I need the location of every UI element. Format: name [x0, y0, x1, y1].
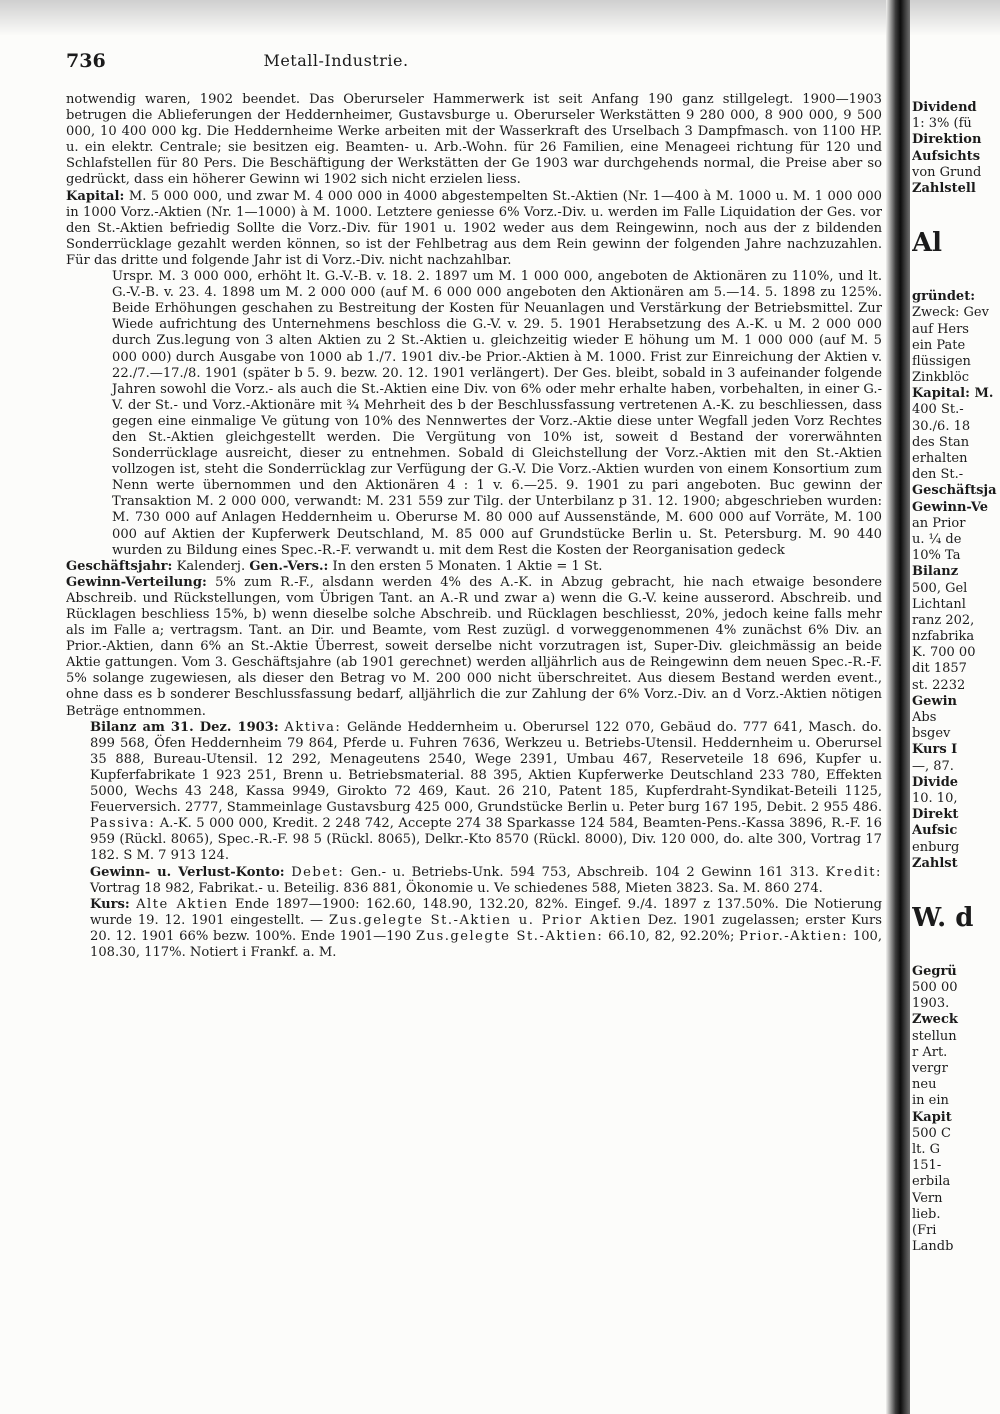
- kurs-prior-aktien-label: Prior.-Aktien:: [739, 928, 849, 944]
- facing-page-line: den St.-: [912, 467, 964, 483]
- facing-page-line: Vern: [912, 1190, 943, 1206]
- geschaeftsjahr-section: [66, 559, 882, 575]
- facing-page-line: Kapital: M.: [912, 386, 994, 402]
- facing-page-line: Zweck: [912, 1012, 958, 1028]
- facing-page-line: [912, 938, 1000, 964]
- running-title: Metall-Industrie.: [263, 51, 409, 70]
- kurs-prior-aktien-text: 100, 108.30, 117%. Notiert i Frankf. a. M.: [90, 928, 882, 960]
- facing-page-line: Kurs I: [912, 742, 958, 758]
- facing-page-line: Bilanz: [912, 564, 959, 580]
- facing-page-line: Landb: [912, 1239, 954, 1255]
- page-number: 736: [66, 50, 106, 72]
- bilanz-aktiva-label: Aktiva:: [284, 719, 342, 735]
- kurs-alte-aktien-text: Ende 1897—1900: 162.60, 148.90, 132.20, 82%. Eingef. 9./4. 1897 z 137.50%. Die Notierung wurde 19. 12. 1901 eingestellt. —: [90, 896, 882, 928]
- kurs-st-aktien-text: 66.10, 82, 92.20%;: [608, 928, 735, 944]
- guv-kredit-text: Vortrag 18 982, Fabrikat.- u. Beteilig. 836 881, Ökonomie u. Ve schiedenes 588, Mieten 3823. Sa. M. 860 274.: [90, 880, 823, 896]
- facing-page-line: erhalten: [912, 451, 968, 466]
- genvers-text: In den ersten 5 Monaten. 1 Aktie = 1 St.: [332, 558, 603, 574]
- kurs-zusgelegt-label: Zus.gelegte St.-Aktien u. Prior Aktien: [328, 912, 642, 928]
- facing-page-line: (Fri: [912, 1222, 937, 1238]
- kurs-zusgelegt-text: Dez. 1901 zugelassen; erster Kurs 20. 12. 1901 66% bezw. 100%. Ende 1901—190: [90, 912, 882, 944]
- facing-page-line: Zweck: Gev: [912, 305, 989, 321]
- facing-page-line: ranz 202,: [912, 612, 975, 628]
- facing-page-line: Gewinn-Ve: [912, 499, 989, 515]
- facing-page-line: gründet:: [912, 289, 976, 305]
- guv-debet-text: Gen.- u. Betriebs-Unk. 594 753, Abschreib. 104 2 Gewinn 161 313.: [350, 864, 819, 880]
- facing-page-line: [912, 197, 1000, 223]
- gewinn-verteilung-section: [66, 575, 882, 720]
- facing-page-line: [912, 872, 1000, 898]
- facing-page-line: [912, 263, 1000, 289]
- main-column: [66, 92, 882, 1392]
- bilanz-section: [66, 720, 882, 865]
- facing-page-line: —, 87.: [912, 758, 954, 774]
- facing-page-line: r Art.: [912, 1044, 948, 1060]
- facing-page-line: W. d: [912, 902, 974, 933]
- facing-page-line: Lichtanl: [912, 596, 966, 612]
- facing-page-line: des Stan: [912, 434, 970, 450]
- kapital-history: Urspr. M. 3 000 000, erhöht lt. G.-V.-B. v. 18. 2. 1897 um M. 1 000 000, angeboten de Aktionären zu 110%, und lt. G.-V.-B. v. 23. 4. 1898 um M. 2 000 000 (auf M. 6 000 000 angeboten den Aktionären am 5.—14. 5. 1898 zu 125%. Beide Erhöhungen geschahen zu Bestreitung der Kosten für Neuanlagen und Verstärkung der Betriebsmittel. Zur Wiede aufrichtung des Unternehmens beschloss die G.-V. v. 29. 5. 1901 Herabsetzung des A.-K. u M. 2 000 000 durch Zus.legung von 3 alten Aktien zu 2 St.-Aktien u. gleichzeitig wieder E höhung um M. 1 000 000 (auf M. 5 000 000) durch Ausgabe von 1000 ab 1./7. 1901 div.-be Prior.-Aktien à M. 1000. Frist zur Einreichung der Aktien v. 22./7.—17./8. 1901 (später b 5. 9. bezw. 20. 12. 1901 verlängert). Der Ges. bleibt, sobald in 3 aufeinander folgende Jahren sowohl die Vorz.- als auch die St.-Aktien eine Div. von 6% oder mehr erhalte haben, vorbehalten, in einer G.-V. der St.- und Vorz.-Aktionäre mit ¾ Mehrheit des b der Beschlussfassung vertretenen A.-K. zu beschliessen, dass gegen eine einmalige Ve gütung von 10% des Nennwertes der Vorz.-Aktie diese unter Wegfall jeden Vorz Rechtes den St.-Aktien gleichgestellt werden. Die Vergütung von 10% ist, soweit d Bestand der vorerwähnten Sonderrücklage ausreicht, dieser zu entnehmen. Sobald di Gleichstellung der Vorz.-Aktien mit den St.-Aktien vollzogen ist, steht die Sonderrücklag zur Verfügung der G.-V. Die Vorz.-Aktien wurden von einem Konsortium zum Nenn werte übernommen und den Aktionären 4 : 1 v. 6.—25. 9. 1901 zu pari angeboten. Buc gewinn der Transaktion M. 2 000 000, verwandt: M. 231 559 zur Tilg. der Unterbilanz p 31. 12. 1900; abgeschrieben wurden: M. 730 000 auf Anlagen Heddernheim u. Oberurse M. 80 000 auf Aussenstände, M. 600 000 auf Vorräte, M. 100 000 auf Aktien der Kupferwerk Deutschland, M. 85 000 auf Grundstücke Berlin u. St. Petersburg. M. 90 440 wurden zu Bildung eines Spec.-R.-F. verwandt u. mit dem Rest die Kosten der Reorganisation gedeck: [112, 269, 882, 558]
- genvers-heading: Gen.-Vers.:: [249, 558, 329, 574]
- geschaeftsjahr-heading: Geschäftsjahr:: [66, 558, 173, 574]
- facing-page-column: [912, 100, 1000, 1400]
- facing-page-line: auf Hers: [912, 321, 969, 337]
- facing-page-line: Zahlstell: [912, 180, 976, 196]
- facing-page-line: an Prior: [912, 515, 966, 531]
- intro-paragraph: notwendig waren, 1902 beendet. Das Oberurseler Hammerwerk ist seit Anfang 190 ganz stillgelegt. 1900—1903 betrugen die Ablieferungen der Heddernheimer, Gustavsburge u. Oberurseler Werkstätten 9 280 000, 8 900 000, 9 500 000, 10 400 000 kg. Die Heddernheime Werke arbeiten mit der Wasserkraft des Urselbach 3 Dampfmasch. von 1100 HP. u. ein elektr. Centrale; sie besitzen eig. Beamten- u. Arb.-Wohn. für 26 Familien, eine Menageei richtung für 120 und Schlafstellen für 80 Pers. Die Beschäftigung der Werkstätten der Ge 1903 war durchgehends normal, die Preise aber so gedrückt, dass ein höherer Gewinn wi 1902 sich nicht erzielen liess.: [66, 92, 882, 188]
- facing-page-line: 500, Gel: [912, 580, 968, 596]
- facing-page-line: 151-: [912, 1158, 942, 1174]
- bilanz-heading: Bilanz am 31. Dez. 1903:: [90, 719, 279, 735]
- facing-page-line: stellun: [912, 1028, 957, 1044]
- page-header: [66, 50, 882, 76]
- bilanz-passiva-label: Passiva:: [90, 816, 156, 832]
- facing-page-line: 500 00: [912, 980, 958, 996]
- facing-page-line: Dividend: [912, 100, 977, 115]
- facing-page-line: bsgev: [912, 726, 951, 742]
- facing-page-line: K. 700 00: [912, 645, 976, 661]
- facing-page-line: dit 1857: [912, 661, 967, 677]
- facing-page-line: Al: [912, 228, 943, 259]
- facing-page-line: neu: [912, 1077, 937, 1093]
- facing-page-line: Zinkblöc: [912, 370, 970, 386]
- bilanz-aktiva-text: Gelände Heddernheim u. Oberursel 122 070, Gebäud do. 777 641, Masch. do. 899 568, Öfen Heddernheim 79 864, Pferde u. Fuhren 7636, Werkzeu u. Betriebs-Utensil. Heddernheim u. Oberursel 35 888, Bureau-Utensil. 12 292, Menageutens 2540, Wege 2391, Umbau 467, Reserveteile 18 696, Kupfer u. Kupferfabrikate 1 923 251, Brenn u. Betriebsmaterial. 88 395, Aktien Kupferwerke Deutschland 233 780, Effekten 5000, Wechs 43 248, Kassa 9949, Girokto 72 469, Kaut. 26 210, Patent 185, Kupferdraht-Syndikat-Beteili 1125, Feuerversich. 2777, Stammeinlage Gustavsburg 425 000, Grundstücke Berlin u. Peter burg 167 195, Debit. 2 955 486.: [90, 719, 882, 816]
- facing-page-line: st. 2232: [912, 677, 966, 693]
- facing-page-line: u. ¼ de: [912, 531, 962, 547]
- facing-page-line: Aufsic: [912, 823, 958, 839]
- kapital-text: M. 5 000 000, und zwar M. 4 000 000 in 4000 abgestempelten St.-Aktien (Nr. 1—400 à M. 1000 u. M. 1 000 000 in 1000 Vorz.-Aktien (Nr. 1—1000) à M. 1000. Letztere geniesse 6% Vorz.-Div. u. werden im Falle Liquidation der Ges. vor den St.-Aktien befriedig Sollte die Vorz.-Div. für 1901 u. 1902 weder aus dem Reingewinn, noch aus der z bildenden Sonderrücklage gezahlt werden können, so ist der Fehlbetrag aus dem Rein gewinn der folgenden Jahre nachzuzahlen. Für das dritte und folgende Jahr ist di Vorz.-Div. nicht nachzahlbar.: [66, 188, 882, 268]
- kapital-heading: Kapital:: [66, 188, 125, 204]
- facing-page-line: 10. 10,: [912, 790, 958, 806]
- kapital-section: [66, 189, 882, 269]
- facing-page-line: 30./6. 18: [912, 418, 971, 434]
- kurs-st-aktien-label: Zus.gelegte St.-Aktien:: [415, 928, 604, 944]
- guv-section: [66, 865, 882, 897]
- kurs-heading: Kurs:: [90, 896, 130, 912]
- facing-page-line: Direktion: [912, 132, 982, 148]
- gewinn-verteilung-text: 5% zum R.-F., alsdann werden 4% des A.-K. in Abzug gebracht, hie nach etwaige besondere Abschreib. und Rückstellungen, vom Übrigen Tant. an A.-R und zwar a) wenn die G.-V. keine ausserord. Abschreib. und Rücklagen beschliess 15%, b) wenn dieselbe solche Abschreib. und Rücklagen beschliesst, 20%, jedoch keine falls mehr als im Falle a; vertragsm. Tant. an Dir. und Beamte, vom Rest zuzügl. d vorweggenommenen 4% zunächst 6% Div. an Prior.-Aktien, dann 6% an St.-Aktie Überrest, soweit derselbe nicht vorzutragen ist, Super-Div. gleichmässig an beide Aktie gattungen. Vom 3. Geschäftsjahre (ab 1901 gerechnet) werden alljährlich aus de Reingewinn dem neuen Spec.-R.-F. 5% solange zugewiesen, als dieser den Betrag vo M. 200 000 nicht überschreitet. Aus diesem Bestand werden event., ohne dass es b sonderer Beschlussfassung bedarf, alljährlich die zur Zahlung der 6% Vorz.-Div. an d Vorz.-Aktien nötigen Beträge entnommen.: [66, 574, 882, 719]
- facing-page-line: Geschäftsja: [912, 483, 997, 499]
- guv-heading: Gewinn- u. Verlust-Konto:: [90, 864, 285, 880]
- facing-page-line: ein Pate: [912, 337, 966, 353]
- facing-page-line: enburg: [912, 839, 960, 855]
- facing-page-line: 10% Ta: [912, 548, 961, 564]
- facing-page-line: flüssigen: [912, 353, 971, 369]
- facing-page-line: Zahlst: [912, 855, 958, 871]
- facing-page-line: Gegrü: [912, 963, 957, 979]
- guv-kredit-label: Kredit:: [825, 864, 882, 880]
- guv-debet-label: Debet:: [291, 864, 345, 880]
- facing-page-line: Direkt: [912, 807, 959, 823]
- facing-page-line: Gewin: [912, 693, 957, 709]
- facing-page-line: Kapit: [912, 1109, 952, 1125]
- facing-page-line: Divide: [912, 774, 959, 790]
- facing-page-line: lt. G: [912, 1141, 941, 1157]
- facing-page-line: in ein: [912, 1093, 949, 1109]
- book-gutter: [886, 0, 910, 1414]
- facing-page-line: erbila: [912, 1174, 951, 1190]
- bilanz-passiva-text: A.-K. 5 000 000, Kredit. 2 248 742, Accepte 274 38 Sparkasse 124 584, Beamten-Pens.-Kassa 3896, R.-F. 16 959 (Rückl. 8065), Spec.-R.-F. 98 5 (Rückl. 8065), Delkr.-Kto 8570 (Rückl. 8000), Div. 120 000, do. alte 300, Vortrag 17 182. S M. 7 913 124.: [90, 816, 882, 864]
- geschaeftsjahr-text: Kalenderj.: [176, 558, 246, 574]
- kurs-alte-aktien-label: Alte Aktien: [136, 896, 229, 912]
- facing-page-line: nzfabrika: [912, 629, 975, 645]
- facing-page-line: 1: 3% (fü: [912, 116, 972, 132]
- gewinn-verteilung-heading: Gewinn-Verteilung:: [66, 574, 207, 590]
- facing-page-line: Abs: [912, 710, 937, 725]
- facing-page-line: vergr: [912, 1061, 948, 1076]
- facing-page-line: 1903.: [912, 996, 950, 1012]
- facing-page-line: Aufsichts: [912, 148, 981, 164]
- facing-page-line: lieb.: [912, 1206, 941, 1222]
- facing-page-line: 500 C: [912, 1125, 951, 1141]
- scan-top-shadow: [0, 0, 1000, 36]
- facing-page-line: 400 St.-: [912, 402, 964, 418]
- facing-page-line: von Grund: [912, 164, 982, 180]
- kurs-section: [66, 897, 882, 961]
